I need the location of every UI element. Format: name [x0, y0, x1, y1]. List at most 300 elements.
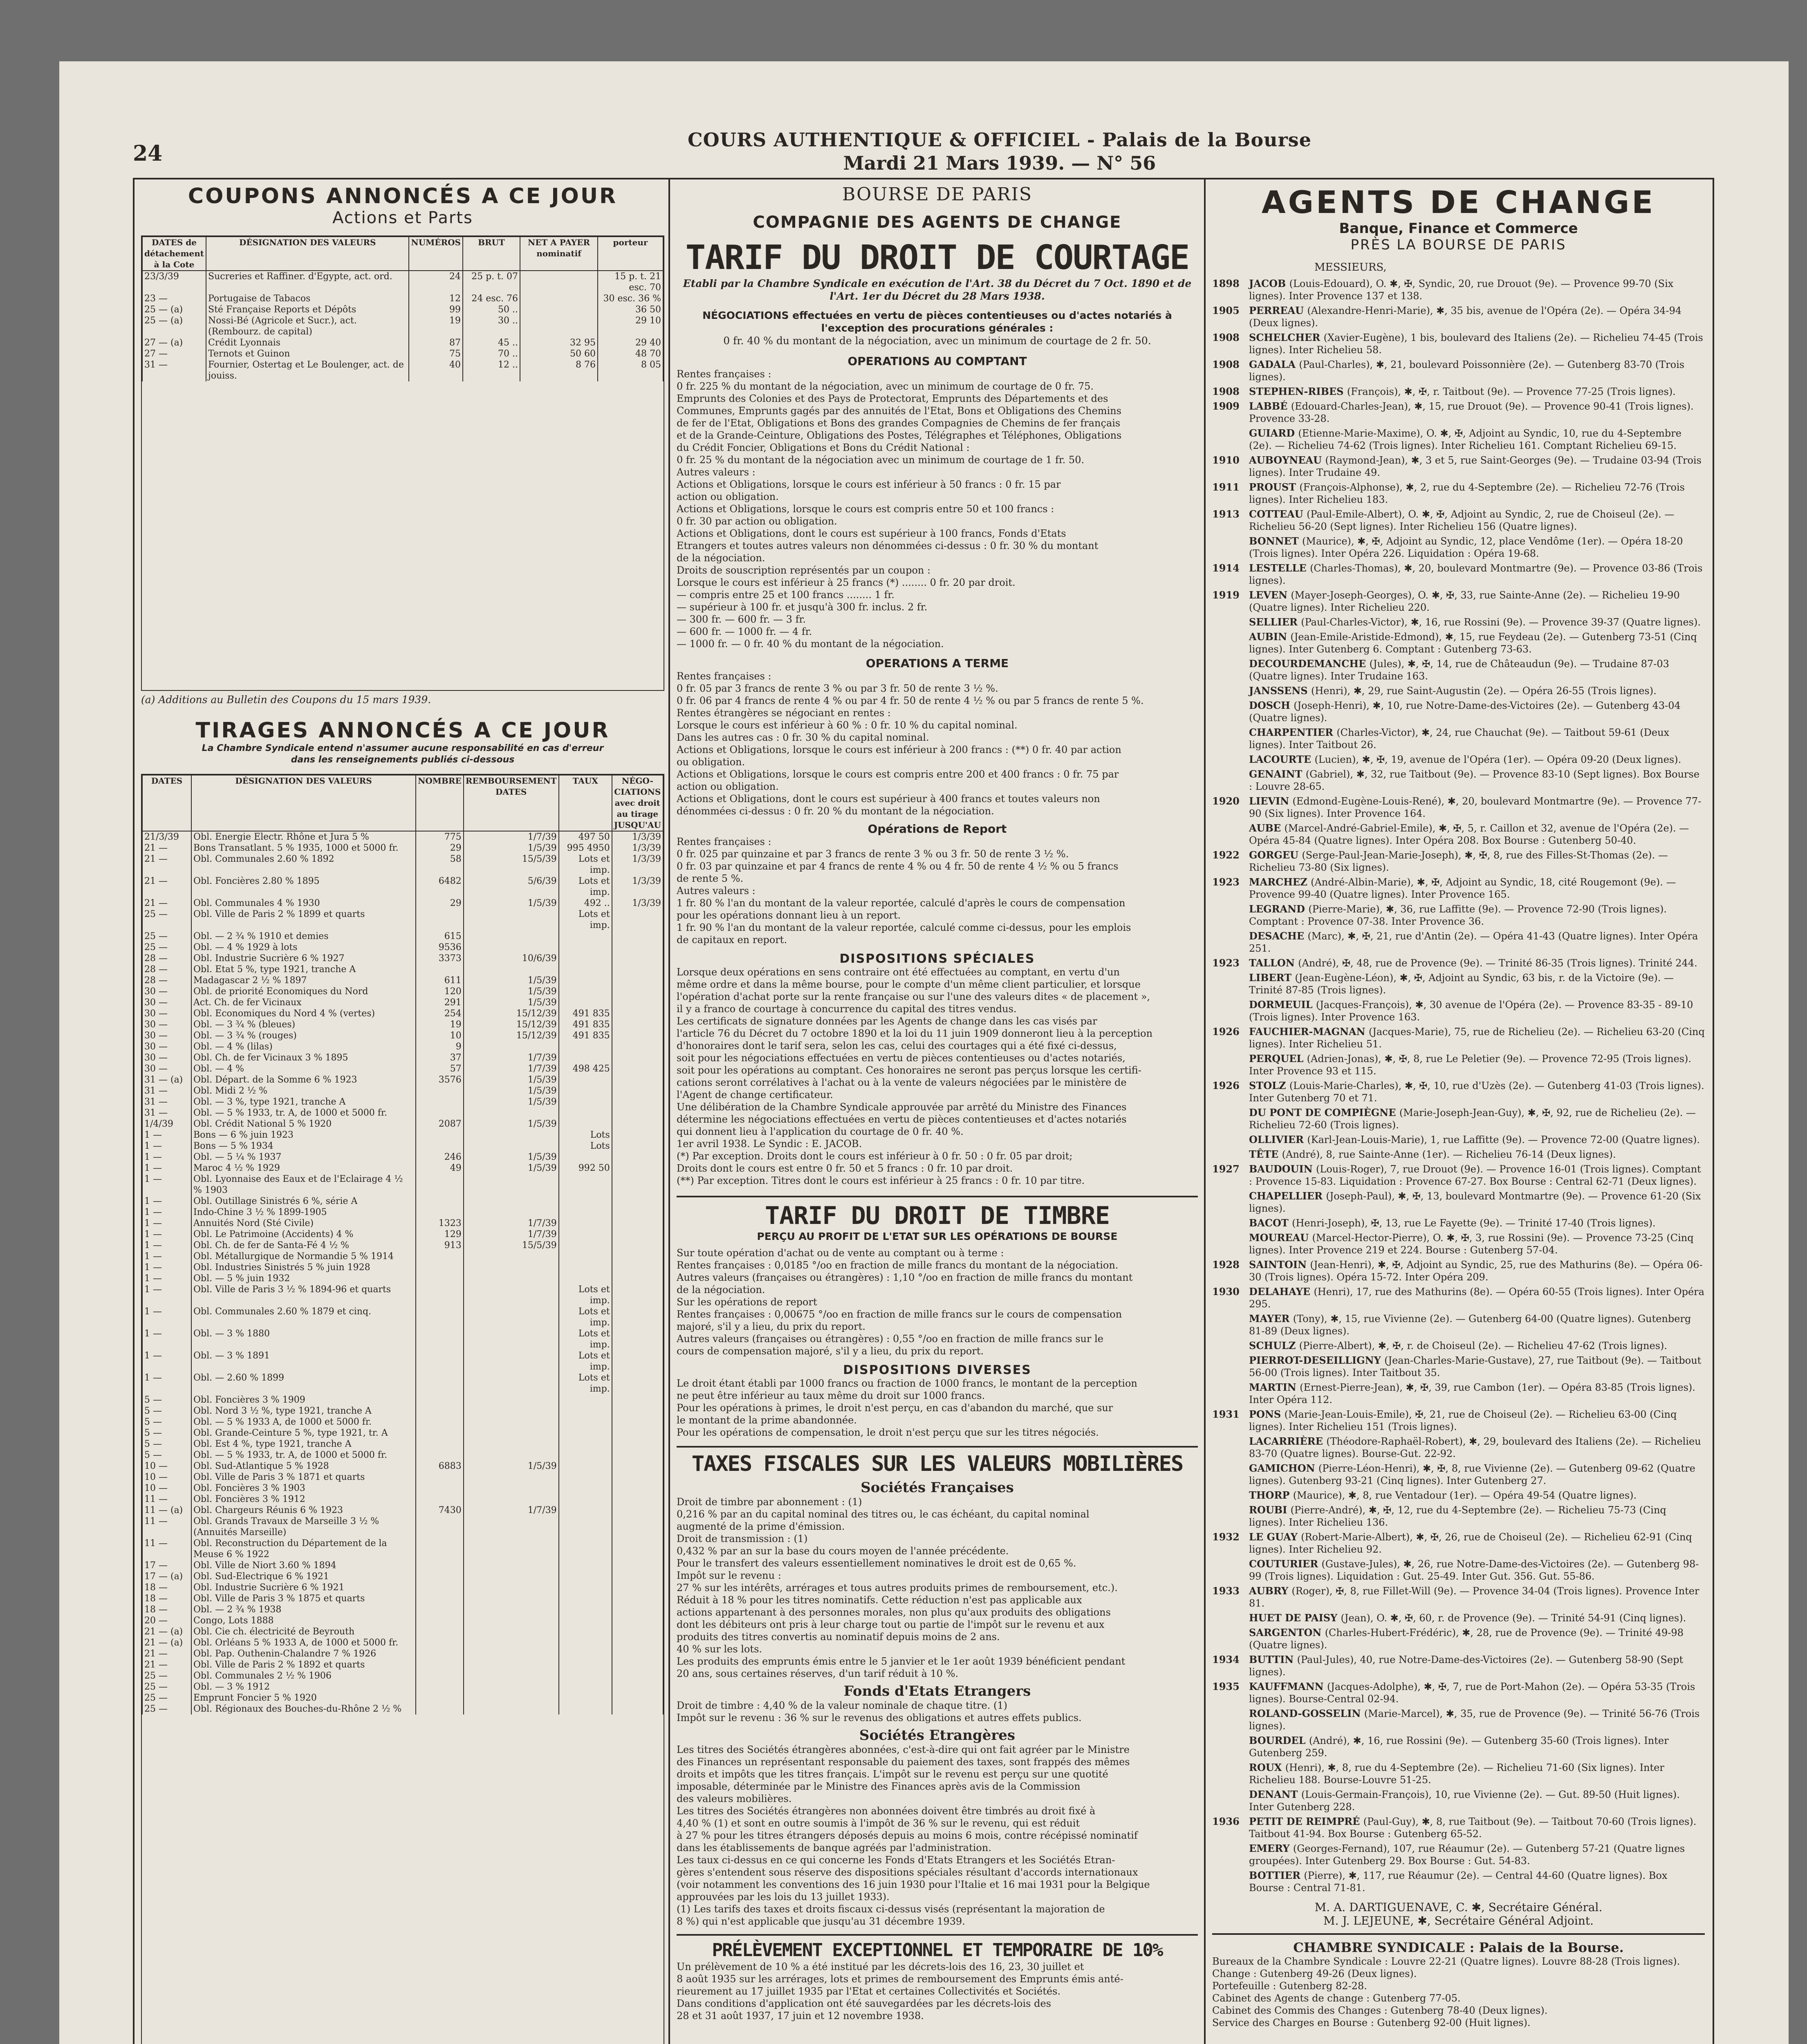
tirage-cell: [559, 1571, 612, 1582]
prelevement-title: PRÉLÈVEMENT EXCEPTIONNEL ET TEMPORAIRE DE 10%: [677, 1934, 1198, 1961]
comptant-line: Actions et Obligations, lorsque le cours est inférieur à 50 francs : 0 fr. 15 par: [677, 479, 1061, 490]
tirage-cell: [559, 1229, 612, 1240]
agent-text: [1249, 1163, 1705, 1188]
tirages-col-remb-dates: REMBOURSEMENT DATES: [464, 775, 559, 831]
tirage-cell: [559, 953, 612, 964]
tirage-cell: [416, 1439, 464, 1450]
diverses-line: le montant de la prime abandonnée.: [677, 1414, 857, 1426]
coupon-row: [142, 293, 663, 304]
tirage-cell: [559, 1152, 612, 1163]
agent-text: [1249, 1815, 1705, 1840]
agent-text: [1249, 1681, 1705, 1705]
tirage-cell: 5 —: [142, 1428, 191, 1439]
tirage-row: [142, 1107, 663, 1118]
agent-entry: [1212, 1654, 1705, 1678]
tirage-row: [142, 843, 663, 854]
tirage-cell: 491 835: [559, 1008, 612, 1019]
tirage-cell: 1/5/39: [464, 1096, 559, 1107]
agent-details: (Edmond-Eugène-Louis-René), ✱, 20, boulevard Montmartre (9e). — Provence 77-90 (Six lignes). Inter Provence 164.: [1249, 796, 1702, 819]
tirage-cell: [612, 1450, 663, 1461]
tirage-cell: Obl. — 3 % 1912: [191, 1681, 416, 1692]
agent-entry: [1212, 1313, 1705, 1337]
tirage-cell: 913: [416, 1240, 464, 1251]
agents-list: [1212, 278, 1705, 1896]
agent-entry: [1212, 454, 1705, 479]
tirage-cell: [416, 1538, 464, 1560]
etrangeres-line: (1) Les tarifs des taxes et droits fiscaux ci-dessus visés (représentant la majoration de: [677, 1903, 1105, 1915]
tirage-cell: Obl. Foncières 2.80 % 1895: [191, 876, 416, 898]
tirage-cell: [559, 931, 612, 942]
tirage-cell: 1/5/39: [464, 1085, 559, 1096]
tirage-cell: Bons Transatlant. 5 % 1935, 1000 et 5000 fr.: [191, 843, 416, 854]
agent-text: [1249, 1842, 1705, 1867]
tirage-row: [142, 1626, 663, 1637]
coupon-cell: 15 p. t. 21 esc. 70: [598, 271, 663, 293]
agent-name: LIEVIN: [1249, 795, 1293, 807]
tirage-cell: 1/7/39: [464, 1218, 559, 1229]
tirage-cell: 21 —: [142, 898, 191, 909]
agent-year: [1212, 1313, 1249, 1337]
francaises-line: Impôt sur le revenu :: [677, 1570, 781, 1581]
tirage-cell: [612, 931, 663, 942]
coupon-cell: 25 — (a): [142, 315, 206, 326]
tirage-row: [142, 931, 663, 942]
tirage-cell: 18 —: [142, 1604, 191, 1615]
agent-entry: [1212, 1612, 1705, 1624]
prelevement-line: 8 août 1935 sur les arrérages, lots et primes de remboursement des Emprunts émis anté-: [677, 1973, 1123, 1985]
prelevement-line: Dans conditions d'application ont été sauvegardées par les décrets-lois des: [677, 1998, 1051, 2009]
diverses-line: Pour les opérations de compensation, le droit n'est perçu que sur les titres négociés.: [677, 1427, 1099, 1438]
dispositions-line: soit pour les opérations au comptant. Ces honoraires ne seront pas perçus lorsque les certifi-: [677, 1065, 1141, 1076]
tirage-cell: 995 4950: [559, 843, 612, 854]
tirage-cell: [559, 1560, 612, 1571]
tirage-cell: Obl. — 3 % 1891: [191, 1350, 416, 1372]
tirage-cell: [416, 1450, 464, 1461]
tirage-row: [142, 1141, 663, 1152]
agent-text: [1249, 726, 1705, 751]
tirage-cell: [559, 1052, 612, 1063]
tirage-cell: Obl. Régionaux des Bouches-du-Rhône 2 ½ %: [191, 1703, 416, 1715]
tirage-cell: [559, 1615, 612, 1626]
secretary-general: M. A. DARTIGUENAVE, C. ✱, Secrétaire Général.: [1314, 1901, 1603, 1914]
agent-text: [1249, 1627, 1705, 1651]
tirage-cell: Obl. Chargeurs Réunis 6 % 1923: [191, 1505, 416, 1516]
agent-year: 1913: [1212, 508, 1240, 520]
agent-text: [1249, 699, 1705, 724]
coupon-cell: Nossi-Bé (Agricole et Sucr.), act.: [206, 315, 409, 326]
agent-text: [1249, 1462, 1705, 1487]
tirage-cell: 775: [416, 831, 464, 843]
tirage-row: [142, 1692, 663, 1703]
tirage-cell: 28 —: [142, 953, 191, 964]
agent-year: 1905: [1212, 305, 1240, 316]
tirage-cell: Obl. — 5 ¼ % 1937: [191, 1152, 416, 1163]
tirage-cell: [464, 1207, 559, 1218]
tirage-cell: [612, 1141, 663, 1152]
tirages-col-dates: DATES: [142, 775, 191, 831]
tirage-cell: Obl. — 4 %: [191, 1063, 416, 1074]
terme-line: Lorsque le cours est inférieur à 60 % : 0 fr. 10 % du capital nominal.: [677, 719, 1018, 731]
agent-entry: [1212, 1163, 1705, 1188]
coupons-col-numeros: NUMÉROS: [409, 237, 463, 271]
agent-name: DU PONT DE COMPIÈGNE: [1249, 1107, 1399, 1118]
tirage-row: [142, 1416, 663, 1428]
coupons-body: [142, 271, 663, 381]
tirage-cell: 57: [416, 1063, 464, 1074]
agent-details: (Jacques-Marie), 75, rue de Richelieu (2e). — Richelieu 63-20 (Cinq lignes). Inter Richelieu 51.: [1249, 1026, 1705, 1050]
tirage-cell: 254: [416, 1008, 464, 1019]
agent-text: [1249, 1558, 1705, 1582]
chambre-line: Service des Charges en Bourse : Gutenberg 92-00 (Huit lignes).: [1212, 2017, 1531, 2028]
tirage-cell: [612, 1439, 663, 1450]
coupon-cell: 45 ..: [463, 337, 520, 348]
agent-year: [1212, 903, 1249, 928]
tirage-cell: [559, 1670, 612, 1681]
tirage-cell: 30 —: [142, 1052, 191, 1063]
tirage-cell: Obl. — 3 % 1880: [191, 1328, 416, 1350]
tirage-cell: 30 —: [142, 1041, 191, 1052]
agent-year: [1212, 427, 1249, 452]
agent-entry: [1212, 1286, 1705, 1310]
tirage-cell: [612, 1416, 663, 1428]
tirage-cell: 11 —: [142, 1516, 191, 1538]
coupon-cell: 40: [409, 359, 463, 381]
agent-name: KAUFFMANN: [1249, 1681, 1327, 1692]
agent-year: [1212, 930, 1249, 955]
tirage-cell: [416, 1328, 464, 1350]
tirage-row: [142, 1240, 663, 1251]
agent-details: (Etienne-Marie-Maxime), O. ✱, ✠, Adjoint au Syndic, 10, rue du 4-Septembre (2e). — Richelieu 74-62 (Trois lignes). Inter Richelieu 161. Comptant Richelieu 69-15.: [1249, 428, 1681, 451]
report-line: Rentes françaises :: [677, 836, 771, 847]
agent-details: (Paul-Guy), ✱, 8, rue Taitbout (9e). — Taitbout 70-60 (Trois lignes). Taitbout 41-94. Box Bourse : Gutenberg 65-52.: [1249, 1816, 1697, 1840]
etats-title: Fonds d'Etats Etrangers: [843, 1683, 1031, 1699]
tirage-cell: Obl. — 4 % (lilas): [191, 1041, 416, 1052]
tirage-cell: 10 —: [142, 1472, 191, 1483]
tirages-subtitle: La Chambre Syndicale entend n'assumer aucune responsabilité en cas d'erreur dans les renseignements publiés ci-dessous: [202, 743, 604, 765]
tirages-body: [142, 831, 663, 1715]
comptant-line: du Crédit Foncier, Obligations et Bons du Crédit National :: [677, 442, 970, 453]
agent-entry: [1212, 278, 1705, 302]
comptant-line: Communes, Emprunts gagés par des annuités de l'Etat, Bons et Obligations des Chemins: [677, 405, 1122, 417]
tirage-cell: [464, 1593, 559, 1604]
coupons-col-dates: DATES de détachement à la Cote: [142, 237, 206, 271]
tirage-cell: [612, 1163, 663, 1174]
tirage-cell: 1 —: [142, 1196, 191, 1207]
agent-name: CHARPENTIER: [1249, 726, 1337, 738]
agent-text: [1249, 1735, 1705, 1759]
tirage-row: [142, 1681, 663, 1692]
tirage-cell: Indo-Chine 3 ½ % 1899-1905: [191, 1207, 416, 1218]
agent-details: (Marie-Jean-Louis-Emile), ✠, 21, rue de Choiseul (2e). — Richelieu 63-00 (Cinq lignes). Inter Richelieu 151 (Trois lignes).: [1249, 1409, 1677, 1432]
tirage-row: [142, 1163, 663, 1174]
agent-entry: [1212, 1489, 1705, 1502]
francaises-lines: [677, 1496, 1198, 1680]
agent-name: THORP: [1249, 1489, 1293, 1501]
agent-name: DECOURDEMANCHE: [1249, 658, 1370, 670]
tirage-cell: [559, 942, 612, 953]
agent-year: [1212, 1788, 1249, 1813]
dispositions-line: 1er avril 1938. Le Syndic : E. JACOB.: [677, 1138, 862, 1150]
coupon-row: [142, 326, 663, 337]
tirage-cell: Obl. Reconstruction du Département de la Meuse 6 % 1922: [191, 1538, 416, 1560]
agent-entry: [1212, 1026, 1705, 1050]
agent-details: (Paul-Charles), ✱, 21, boulevard Poissonnière (2e). — Gutenberg 83-70 (Trois lignes).: [1249, 359, 1685, 383]
etrangeres-line: imposable, déterminée par le Ministre des Finances après avis de la Commission: [677, 1781, 1081, 1792]
tirage-cell: Obl. — 3 %, type 1921, tranche A: [191, 1096, 416, 1107]
dispositions-line: Une délibération de la Chambre Syndicale approuvée par arrêté du Ministre des Finances: [677, 1101, 1127, 1113]
agent-name: COTTEAU: [1249, 508, 1307, 520]
agent-entry: [1212, 332, 1705, 356]
coupon-cell: 32 95: [520, 337, 598, 348]
tirage-cell: Obl. Outillage Sinistrés 6 %, série A: [191, 1196, 416, 1207]
tirage-cell: [464, 1483, 559, 1494]
tirage-cell: [416, 1174, 464, 1196]
tirage-cell: 15/12/39: [464, 1030, 559, 1041]
tirage-row: [142, 1118, 663, 1130]
agent-year: 1930: [1212, 1286, 1240, 1298]
dispositions-line: Lorsque deux opérations en sens contraire ont été effectuées au comptant, en vertu d'un: [677, 966, 1120, 978]
tirage-cell: [612, 1659, 663, 1670]
tirage-cell: [612, 986, 663, 997]
tirage-cell: 1/3/39: [612, 876, 663, 898]
tirage-cell: Obl. Métallurgique de Normandie 5 % 1914: [191, 1251, 416, 1262]
agent-details: (Pierre-André), ✱, ✠, 12, rue du 4-Septembre (2e). — Richelieu 75-73 (Cinq lignes). Inter Richelieu 136.: [1249, 1504, 1666, 1528]
tirage-cell: 30 —: [142, 1008, 191, 1019]
agent-text: [1249, 1869, 1705, 1894]
agent-year: [1212, 972, 1249, 996]
coupon-cell: 23/3/39: [142, 271, 206, 293]
agent-details: (Louis-Edouard), O. ✱, ✠, Syndic, 20, rue Drouot (9e). — Provence 99-70 (Six lignes). Inter Provence 137 et 138.: [1249, 278, 1674, 302]
agent-name: PETIT DE REIMPRÉ: [1249, 1815, 1363, 1827]
agent-details: (Alexandre-Henri-Marie), ✱, 35 bis, avenue de l'Opéra (2e). — Opéra 34-94 (Deux lignes).: [1249, 305, 1682, 329]
agent-text: [1249, 562, 1705, 587]
tirage-cell: [612, 1118, 663, 1130]
agent-entry: [1212, 1080, 1705, 1104]
tirage-cell: 25 —: [142, 1692, 191, 1703]
coupon-cell: Sté Française Reports et Dépôts: [206, 304, 409, 315]
agent-entry: [1212, 1134, 1705, 1146]
agent-year: [1212, 726, 1249, 751]
agent-year: [1212, 1148, 1249, 1161]
tirage-cell: 31 — (a): [142, 1074, 191, 1085]
tirage-cell: 1/3/39: [612, 831, 663, 843]
tirage-cell: 21 — (a): [142, 1626, 191, 1637]
tirage-cell: Obl. — 2 ¾ % 1910 et demies: [191, 931, 416, 942]
tirage-cell: [612, 942, 663, 953]
agent-name: MAYER: [1249, 1313, 1293, 1325]
agent-details: (Maurice), ✱, 8, rue Ventadour (1er). — Opéra 49-54 (Quatre lignes).: [1293, 1490, 1637, 1501]
tirage-cell: 58: [416, 854, 464, 876]
coupons-col-designation: DÉSIGNATION DES VALEURS: [206, 237, 409, 271]
tirage-cell: 30 —: [142, 1030, 191, 1041]
tirage-cell: [464, 1582, 559, 1593]
tirage-cell: 30 —: [142, 1063, 191, 1074]
dispositions-line: détermine les négociations effectuées en vertu de pièces contentieuses et d'actes notariés: [677, 1114, 1127, 1125]
tirage-cell: Lots: [559, 1141, 612, 1152]
tirage-cell: 5/6/39: [464, 876, 559, 898]
comptant-line: — supérieur à 100 fr. et jusqu'à 300 fr. inclus. 2 fr.: [677, 601, 928, 613]
tirage-cell: 29: [416, 843, 464, 854]
tirage-cell: 25 —: [142, 909, 191, 931]
etats-lines: [677, 1699, 1198, 1724]
comptant-line: Actions et Obligations, lorsque le cours est compris entre 50 et 100 francs :: [677, 503, 1054, 515]
tirage-cell: [612, 1306, 663, 1328]
tirage-cell: [612, 1560, 663, 1571]
agent-year: [1212, 1435, 1249, 1460]
etrangeres-line: Les titres des Sociétés étrangères non abonnées doivent être timbrés au droit fixé à: [677, 1805, 1096, 1817]
tirage-cell: [559, 1505, 612, 1516]
agent-entry: [1212, 1681, 1705, 1705]
tirage-cell: 1/5/39: [464, 986, 559, 997]
tirage-cell: [612, 1008, 663, 1019]
agent-year: 1923: [1212, 957, 1240, 969]
right-column: [1212, 184, 1705, 2029]
etrangeres-line: (voir notamment les conventions des 16 juin 1930 pour l'Italie et 16 mai 1931 pour la Belgique: [677, 1879, 1150, 1890]
coupon-cell: 30 esc. 36 %: [598, 293, 663, 304]
tirage-cell: [559, 975, 612, 986]
tirage-cell: Obl. — 5 % 1933, tr. A, de 1000 et 5000 fr.: [191, 1107, 416, 1118]
agent-year: [1212, 1489, 1249, 1502]
prelevement-lines: [677, 1961, 1198, 2022]
tirage-cell: [612, 1229, 663, 1240]
tirage-row: [142, 1439, 663, 1450]
etrangeres-line: Les taux ci-dessus en ce qui concerne les Fonds d'Etats Etrangers et les Sociétés Etran-: [677, 1854, 1115, 1866]
coupon-cell: [520, 315, 598, 326]
prelevement-line: 28 et 31 août 1937, 17 juin et 12 novembre 1938.: [677, 2010, 924, 2022]
comptant-line: de la négociation.: [677, 552, 765, 564]
tirage-row: [142, 1306, 663, 1328]
tirage-cell: 1/3/39: [612, 843, 663, 854]
etrangeres-line: 4,40 % (1) et sont en outre soumis à l'impôt de 36 % sur le revenu, qui est réduit: [677, 1818, 1080, 1829]
tirage-cell: [416, 1306, 464, 1328]
tirage-cell: 25 —: [142, 1703, 191, 1715]
tirage-row: [142, 1130, 663, 1141]
terme-line: Dans les autres cas : 0 fr. 30 % du capital nominal.: [677, 732, 929, 743]
agent-text: [1249, 930, 1705, 955]
tirage-cell: 7430: [416, 1505, 464, 1516]
agent-name: EMERY: [1249, 1842, 1293, 1854]
coupon-cell: 12 ..: [463, 359, 520, 381]
agent-name: SARGENTON: [1249, 1627, 1325, 1638]
agent-entry: [1212, 903, 1705, 928]
agent-details: (François), ✱, ✠, r. Taitbout (9e). — Provence 77-25 (Trois lignes).: [1347, 386, 1676, 397]
tirage-cell: 1 —: [142, 1273, 191, 1284]
tirage-cell: Obl. — 5 % juin 1932: [191, 1273, 416, 1284]
tirage-cell: [416, 1571, 464, 1582]
tirage-cell: [612, 1405, 663, 1416]
tirage-cell: [464, 1560, 559, 1571]
tirage-cell: [559, 1174, 612, 1196]
tirage-cell: [464, 1251, 559, 1262]
tirage-cell: Obl. Industries Sinistrés 5 % juin 1928: [191, 1262, 416, 1273]
francaises-line: augmenté de la prime d'émission.: [677, 1521, 845, 1532]
timbre-sub: PERÇU AU PROFIT DE L'ETAT SUR LES OPÉRATIONS DE BOURSE: [757, 1230, 1118, 1242]
agent-entry: [1212, 1148, 1705, 1161]
tirage-cell: [559, 1604, 612, 1615]
tirage-cell: 21 —: [142, 843, 191, 854]
agent-details: (Jacques-François), ✱, 30 avenue de l'Opéra (2e). — Provence 83-35 - 89-10 (Trois lignes). Inter Provence 163.: [1249, 999, 1693, 1023]
tirage-cell: 15/12/39: [464, 1019, 559, 1030]
agent-details: (André-Albin-Marie), ✱, ✠, Adjoint au Syndic, 18, cité Rougemont (9e). — Provence 99-40 (Quatre lignes). Inter Provence 165.: [1249, 876, 1676, 900]
dispositions-line: même ordre et dans la même bourse, pour le compte d'un même client particulier, et lorsque: [677, 979, 1141, 990]
coupon-cell: (Rembourz. de capital): [206, 326, 409, 337]
agent-name: AUBE: [1249, 822, 1285, 834]
tirage-cell: [416, 1107, 464, 1118]
tirage-row: [142, 975, 663, 986]
tirage-cell: Obl. Industrie Sucrière 6 % 1927: [191, 953, 416, 964]
timbre-line: Autres valeurs (françaises ou étrangères) : 0,55 °/oo en fraction de mille francs sur le: [677, 1333, 1103, 1345]
tirage-cell: [612, 1041, 663, 1052]
agent-text: [1249, 1708, 1705, 1732]
agent-text: [1249, 508, 1705, 533]
coupon-cell: [520, 304, 598, 315]
comptant-line: Actions et Obligations, dont le cours est supérieur à 100 francs, Fonds d'Etats: [677, 528, 1066, 539]
agent-text: [1249, 1612, 1686, 1624]
tirage-cell: 5 —: [142, 1416, 191, 1428]
coupons-subtitle: Actions et Parts: [332, 208, 473, 227]
tirage-cell: [559, 1637, 612, 1648]
tirage-cell: [464, 1604, 559, 1615]
tirage-cell: [416, 1637, 464, 1648]
timbre-line: cours de compensation majoré, s'il y a lieu, du prix du report.: [677, 1345, 984, 1357]
francaises-line: 40 % sur les lots.: [677, 1643, 762, 1655]
terme-lines: [677, 670, 1198, 817]
tirage-cell: Obl. Ville de Paris 3 % 1871 et quarts: [191, 1472, 416, 1483]
tirage-cell: [416, 964, 464, 975]
comptant-lines: [677, 368, 1198, 650]
tirage-cell: 1/5/39: [464, 1163, 559, 1174]
tirage-cell: 21 —: [142, 1648, 191, 1659]
agent-text: [1249, 1489, 1637, 1502]
agent-text: [1249, 876, 1705, 901]
coupon-row: [142, 304, 663, 315]
agent-text: [1249, 1654, 1705, 1678]
tirage-cell: 1/4/39: [142, 1118, 191, 1130]
tirage-cell: Obl. Sud-Electrique 6 % 1921: [191, 1571, 416, 1582]
agent-name: GORGEU: [1249, 849, 1302, 861]
tirage-row: [142, 1350, 663, 1372]
tirage-cell: [559, 1626, 612, 1637]
agent-year: [1212, 1190, 1249, 1215]
tirage-cell: 1/5/39: [464, 1074, 559, 1085]
comptant-line: — compris entre 25 et 100 francs ........ 1 fr.: [677, 589, 895, 601]
tirages-table: [142, 775, 664, 1715]
agent-year: [1212, 1340, 1249, 1352]
tirage-cell: [464, 1692, 559, 1703]
tirage-row: [142, 997, 663, 1008]
tirage-cell: [464, 1538, 559, 1560]
francaises-line: 20 ans, sous certaines réserves, d'un tarif réduit à 10 %.: [677, 1668, 959, 1679]
agent-entry: [1212, 359, 1705, 383]
agent-entry: [1212, 1504, 1705, 1529]
agent-text: [1249, 1788, 1705, 1813]
tirage-cell: 25 —: [142, 1681, 191, 1692]
agent-entry: [1212, 876, 1705, 901]
tirage-cell: 1 —: [142, 1328, 191, 1350]
agent-year: [1212, 1708, 1249, 1732]
tirage-cell: Lots et imp.: [559, 1306, 612, 1328]
tirage-row: [142, 1251, 663, 1262]
tirage-cell: [612, 1483, 663, 1494]
agent-text: [1249, 957, 1697, 969]
tirage-cell: [612, 1681, 663, 1692]
agent-entry: [1212, 972, 1705, 996]
agent-name: LE GUAY: [1249, 1531, 1301, 1543]
comptant-line: 0 fr. 225 % du montant de la négociation, avec un minimum de courtage de 0 fr. 75.: [677, 381, 1094, 392]
tirages-col-designation: DÉSIGNATION DES VALEURS: [191, 775, 416, 831]
tirage-cell: [416, 1085, 464, 1096]
agent-name: ROUBI: [1249, 1504, 1291, 1516]
